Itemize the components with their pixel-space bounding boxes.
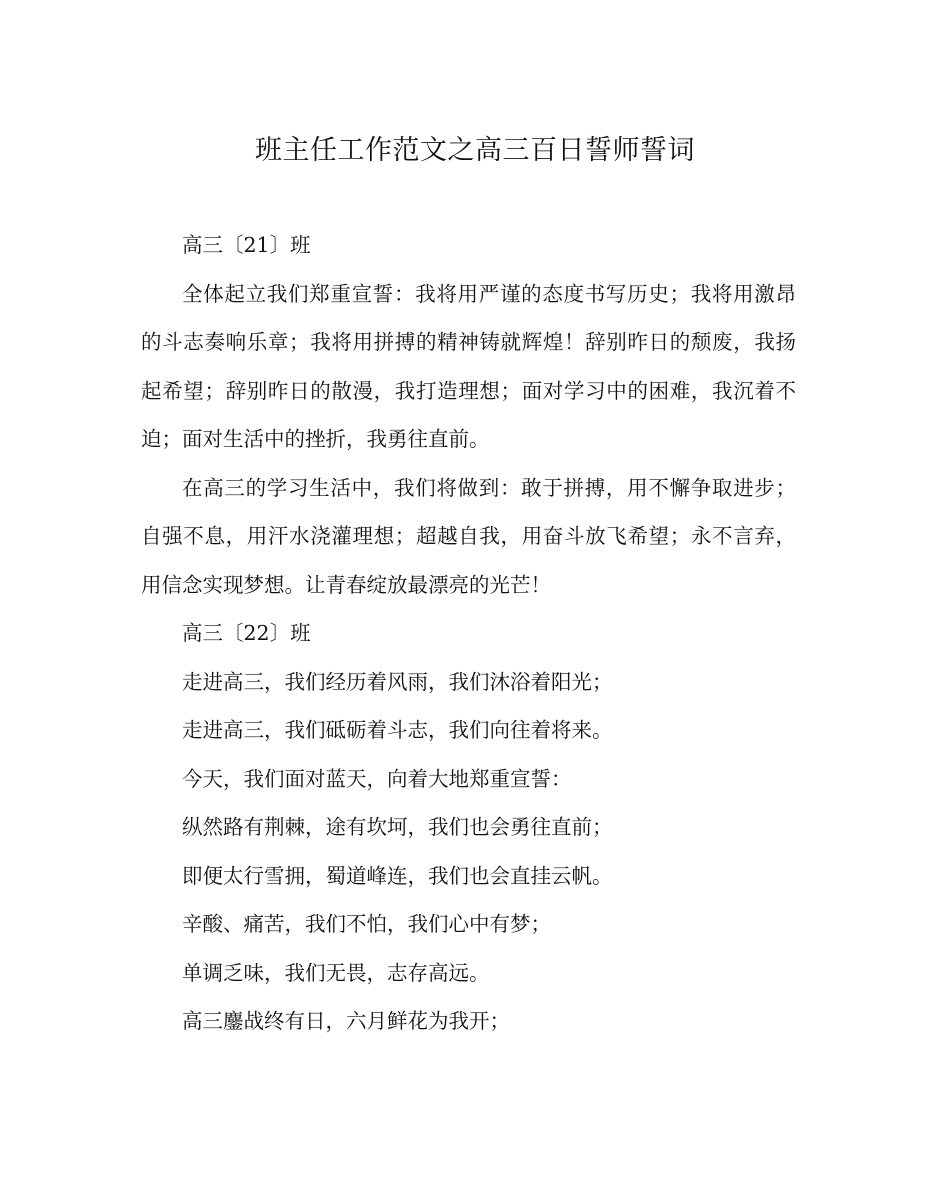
oath-line-2: 走进高三，我们砥砺着斗志，我们向往着将来。 <box>182 718 613 742</box>
class-heading-21: 高三〔21〕班 <box>182 233 311 257</box>
oath-line-6: 辛酸、痛苦，我们不怕，我们心中有梦； <box>182 912 551 936</box>
oath-line-1: 走进高三，我们经历着风雨，我们沐浴着阳光； <box>182 669 613 694</box>
page-title: 班主任工作范文之高三百日誓师誓词 <box>255 135 695 166</box>
oath-line-8: 高三鏖战终有日，六月鲜花为我开； <box>182 1009 510 1033</box>
oath-line-7: 单调乏味，我们无畏，志存高远。 <box>182 960 490 985</box>
oath-line-4: 纵然路有荆棘，途有坎坷，我们也会勇往直前； <box>182 815 613 839</box>
oath-line-5: 即便太行雪拥，蜀道峰连，我们也会直挂云帆。 <box>182 863 613 888</box>
document-body <box>141 221 796 1046</box>
oath-paragraph-1: 全体起立我们郑重宣誓：我将用严谨的态度书写历史；我将用激昂的斗志奏响乐章；我将用拼搏的精神铸就辉煌！辞别昨日的颓废，我扬起希望；辞别昨日的散漫，我打造理想；面对学习中的困难，我沉着不迫；面对生活中的挫折，我勇往直前。 <box>141 281 796 451</box>
oath-line-3: 今天，我们面对蓝天，向着大地郑重宣誓： <box>182 766 572 791</box>
oath-paragraph-2: 在高三的学习生活中，我们将做到：敢于拼搏，用不懈争取进步；自强不息，用汗水浇灌理想；超越自我，用奋斗放飞希望；永不言弃，用信念实现梦想。让青春绽放最漂亮的光芒！ <box>141 475 796 597</box>
class-heading-22: 高三〔22〕班 <box>182 621 311 645</box>
